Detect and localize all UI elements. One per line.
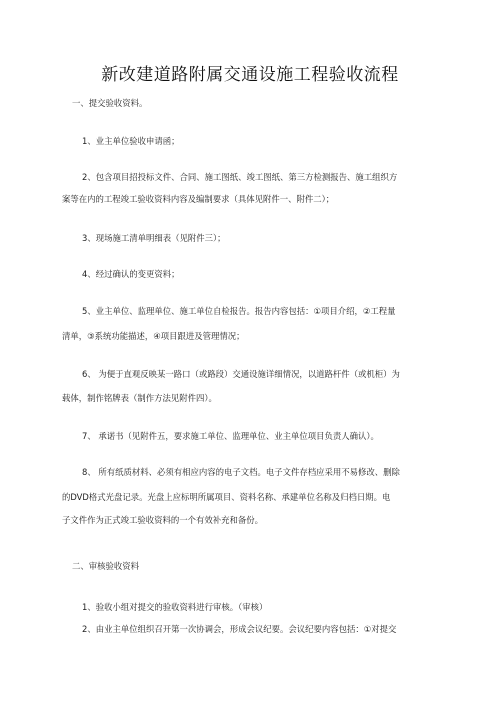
item-4: 4、经过确认的变更资料；	[82, 269, 180, 279]
item-8-line-3: 子文件作为正式竣工验收资料的一个有效补充和备份。	[62, 515, 263, 525]
item-8-line-2: 的DVD格式光盘记录。光盘上应标明所属项目、资料名称、承建单位名称及归档日期。电	[62, 492, 391, 502]
item-3: 3、现场施工清单明细表（见附件三）；	[82, 233, 226, 243]
review-2: 2、由业主单位组织召开第一次协调会，形成会议纪要。会议纪要内容包括：①对提交	[82, 624, 397, 634]
review-1: 1、验收小组对提交的验收资料进行审核。（审核）	[82, 602, 268, 612]
section1-heading: 一、提交验收资料。	[72, 98, 148, 108]
item-2-line-2: 案等在内的工程竣工验收资料内容及编制要求（具体见附件一、附件二）；	[62, 194, 335, 204]
item-5-line-1: 5、业主单位、监理单位、施工单位自检报告。报告内容包括：①项目介绍，②工程量	[82, 306, 396, 316]
section2-heading: 二、审核验收资料	[72, 561, 139, 571]
item-8-line-1: 8、 所有纸质材料、必须有相应内容的电子文档。电子文件存档应采用不易修改、删除	[82, 467, 400, 477]
item-6-line-1: 6、 为便于直观反映某一路口（或路段）交通设施详细情况，以道路杆件（或机柜）为	[82, 369, 400, 379]
document-title: 新改建道路附属交通设施工程验收流程	[101, 65, 399, 85]
item-1: 1、业主单位验收申请函；	[82, 136, 180, 146]
item-7: 7、 承诺书（见附件五，要求施工单位、监理单位、业主单位项目负责人确认）。	[82, 431, 379, 441]
item-5-line-2: 清单，③系统功能描述，④项目跟进及管理情况；	[62, 331, 245, 341]
item-2-line-1: 2、包含项目招投标文件、合同、施工图纸、竣工图纸、第三方检测报告、施工组织方	[82, 172, 398, 182]
item-6-line-2: 载体，制作铭牌表（制作方法见附件四）。	[62, 393, 217, 403]
